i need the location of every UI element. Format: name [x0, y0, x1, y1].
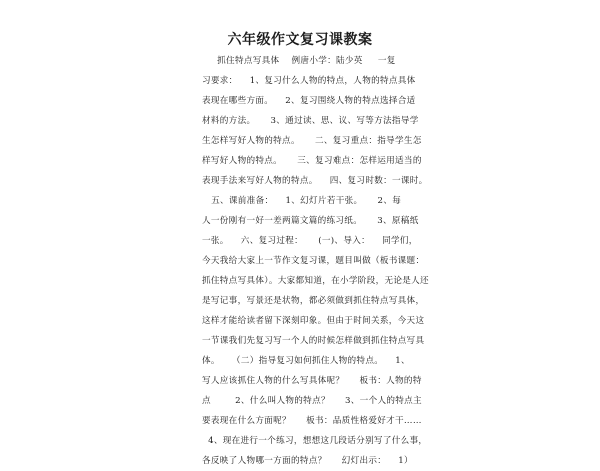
text-line: 表现在哪些方面。 2、复习围绕人物的特点选择合适 [202, 96, 416, 106]
text-line: 今天我给大家上一节作文复习课，题目叫做（板书课题： [202, 256, 425, 266]
text-line: 写人应该抓住人物的什么写具体呢？ 板书：人物的特 [202, 376, 422, 386]
text-line: 人一份刚有一好一差两篇文篇的练习纸。 3、原稿纸 [202, 216, 419, 226]
text-line: 五、课前准备： 1、幻灯片若干张。 2、每 [202, 196, 402, 206]
text-line: 一张。 六、复习过程： (一)、导入： 同学们， [202, 236, 418, 246]
text-line: 生怎样写好人物的特点。 二、复习重点：指导学生怎 [202, 136, 422, 146]
text-line: 样写好人物的特点。 三、复习难点：怎样运用适当的 [202, 156, 422, 166]
document-title: 六年级作文复习课教案 [227, 32, 373, 48]
text-line: 抓住特点写具体）。大家都知道，在小学阶段，无论是人还 [202, 276, 429, 286]
text-line: 材料的方法。 3、通过读、思、议、写等方法指导学 [202, 116, 419, 126]
text-line: 要表现在什么方面呢？ 板书：品质性格爱好才干…… [202, 416, 422, 426]
text-line: 各反映了人物哪一方面的特点？ 幻灯出示： 1） [202, 456, 413, 466]
text-line: 4、现在进行一个练习，想想这几段话分别写了什么事， [202, 436, 428, 446]
text-line: 抓住特点写具体 例唐小学：陆少英 一复 [202, 56, 396, 66]
text-line: 是写记事，写景还是状物，都必须做到抓住特点写具体， [202, 296, 425, 306]
text-line: 点 2、什么叫人物的特点？ 3、一个人的特点主 [202, 396, 422, 406]
text-line: 这样才能给读者留下深刻印象。但由于时间关系，今天这 [202, 316, 425, 326]
text-line: 习要求： 1、复习什么人物的特点，人物的特点具体 [202, 76, 416, 86]
text-line: 体。 （二）指导复习如何抓住人物的特点。 1、 [202, 356, 410, 366]
text-line: 表现手法来写好人物的特点。 四、复习时数：一课时。 [202, 176, 428, 186]
document-body [202, 51, 429, 471]
text-line: 一节课我们先复习写一个人的时候怎样做到抓住特点写具 [202, 336, 425, 346]
